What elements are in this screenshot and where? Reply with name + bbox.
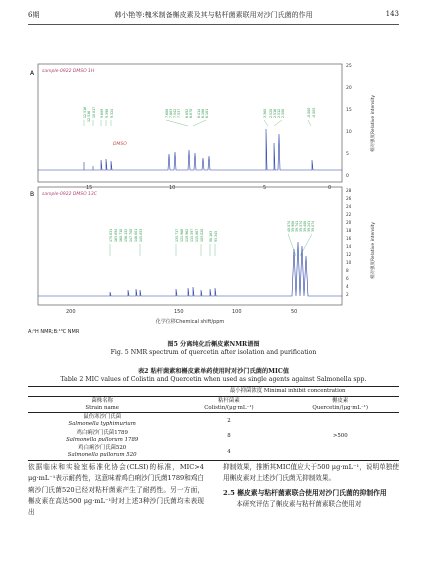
- panel-a-peak-label: 6.181: [205, 108, 209, 118]
- running-title: 韩小艳等:槐米制备槲皮素及其与粘杆菌素联用对沙门氏菌的作用: [114, 11, 313, 19]
- panel-b-peak-label: 115.067: [195, 228, 199, 242]
- panel-a-peak-label: 2.508: [281, 108, 285, 118]
- col-strain-en: Strain name: [85, 404, 119, 411]
- panel-b-peak-label: 146.801: [134, 228, 138, 242]
- panel-a-spectrum: [38, 129, 342, 170]
- col-colistin-cn: 粘杆菌素: [218, 397, 240, 404]
- issue-number: 6期: [28, 11, 40, 19]
- header-rule: [28, 24, 399, 25]
- svg-text:12: 12: [346, 252, 352, 257]
- table-span-header: 最小抑菌浓度 Minimal inhibit concentration: [229, 388, 346, 394]
- panel-a-peak-label: 6.892: [185, 108, 189, 118]
- running-header: [28, 10, 399, 24]
- svg-text:150: 150: [174, 309, 184, 315]
- panel-a-solvent-label: DMSO: [113, 142, 127, 147]
- panel-b-y-ticks: [346, 188, 352, 297]
- body-right-paragraph: 本研究评估了槲皮素与粘杆菌素联合使用对: [236, 500, 362, 509]
- panel-a-peak-label: 7.688: [165, 108, 169, 118]
- svg-text:200: 200: [66, 309, 76, 315]
- panel-a-peak-label: -0.005: [312, 107, 316, 118]
- svg-text:20: 20: [346, 86, 352, 91]
- panel-a-peak-label: 7.542: [173, 108, 177, 118]
- svg-text:10: 10: [346, 130, 352, 135]
- svg-text:50: 50: [291, 309, 298, 315]
- panel-a-peak-label: 9.398: [105, 108, 109, 118]
- panel-b-letter: B: [30, 191, 35, 198]
- panel-b-peak-label: 39.741: [295, 220, 299, 232]
- body-right-column: [223, 462, 399, 511]
- panel-a-peak-label: 3.360: [263, 108, 267, 118]
- figure-caption-cn: 图5 分离纯化后槲皮素NMR谱图: [167, 341, 260, 348]
- panel-a-peak-label: -0.000: [307, 107, 311, 118]
- body-left-column: 依据临床和实验室标准化协会(CLSI)的标准，MIC>4 μg·mL⁻¹表示耐药性，这意味着鸡白痢沙门氏菌1789和鸡白痢沙门氏菌520已经对粘杆菌素产生了耐药性。另一方面，槲皮素在高达500 μg·mL⁻¹时对上述3种沙门氏菌均未表现出: [28, 463, 205, 517]
- panel-b-peak-label: 39.408: [303, 220, 307, 232]
- svg-text:28: 28: [346, 188, 352, 193]
- col-quercetin-cn: 槲皮素: [332, 397, 349, 404]
- panel-a-letter: A: [30, 70, 35, 77]
- svg-text:20: 20: [346, 220, 352, 225]
- svg-text:5: 5: [263, 185, 267, 191]
- panel-b-peak-label: 147.700: [129, 228, 133, 242]
- panel-a-peak-label: 9.324: [110, 108, 114, 118]
- svg-text:6: 6: [346, 276, 349, 281]
- svg-text:0: 0: [346, 174, 349, 179]
- table-title-cn: 表2 粘杆菌素和槲皮素单药使用时对沙门氏菌的MIC值: [137, 368, 290, 375]
- panel-a-peak-label: 2.520: [269, 108, 273, 118]
- panel-b-peak-label: 135.717: [175, 228, 179, 242]
- panel-b-peak-label: 160.710: [119, 228, 123, 242]
- panel-b-peak-label: 39.574: [299, 220, 303, 232]
- panel-a-peak-labels-1: 12.516: [87, 110, 91, 122]
- panel-b-peak-label: 103.020: [200, 228, 204, 242]
- panel-a-peak-label: 2.516: [273, 108, 277, 118]
- panel-a-peak-label: 10.817: [92, 106, 96, 118]
- svg-text:15: 15: [86, 185, 93, 191]
- svg-text:26: 26: [346, 196, 352, 201]
- svg-text:16: 16: [346, 236, 352, 241]
- panel-b-x-label: 化学位移Chemical shift/ppm: [155, 319, 225, 325]
- panel-b-peak-label: 39.908: [291, 220, 295, 232]
- figure-caption-en: Fig. 5 NMR spectrum of quercetin after isolation and purification: [110, 349, 317, 356]
- col-quercetin-en: Quercetin/(μg·mL⁻¹): [312, 404, 369, 411]
- svg-text:8: 8: [346, 268, 349, 273]
- col-colistin-en: Colistin/(μg·mL⁻¹): [204, 404, 254, 411]
- panel-a-tag: sample-0922 DMSO 1H: [42, 69, 95, 74]
- col-strain-cn: 菌株名称: [91, 397, 113, 404]
- quercetin-value: >500: [332, 433, 348, 440]
- table-row: 鼠伤寒沙门氏菌 Salmonella typhimurium 2 >500: [28, 413, 399, 429]
- panel-b-peak-label: 121.966: [180, 228, 184, 242]
- figure-panel-note: A:¹H NMR;B:¹³C NMR: [28, 329, 80, 334]
- panel-a-peak-label: 6.414: [197, 108, 201, 118]
- panel-b-peak-label: 115.597: [190, 228, 194, 242]
- nmr-figure: [28, 34, 399, 334]
- svg-text:10: 10: [346, 260, 352, 265]
- svg-text:10: 10: [169, 185, 176, 191]
- panel-b-peak-label: 145.053: [139, 228, 143, 242]
- svg-text:25: 25: [346, 64, 352, 69]
- panel-b-peak-label: 119.962: [185, 228, 189, 242]
- panel-b-peak-label: 39.241: [307, 220, 311, 232]
- panel-a-y-label: 相对强度Relative intensity: [371, 94, 376, 152]
- panel-b-peak-label: 98.183: [209, 230, 213, 242]
- svg-text:4: 4: [346, 284, 349, 289]
- svg-text:24: 24: [346, 204, 352, 209]
- panel-b-peak-label: 175.831: [109, 228, 113, 242]
- panel-b-13c-nmr: [30, 187, 376, 325]
- svg-text:5: 5: [346, 152, 349, 157]
- svg-text:18: 18: [346, 228, 352, 233]
- panel-b-peak-label: 93.345: [214, 230, 218, 242]
- panel-a-1h-nmr: [30, 63, 376, 191]
- panel-b-y-label: 相对强度Relative intensity: [371, 221, 376, 279]
- table-row: 鸡白痢沙门氏菌520 Salmonella pullorum 520 4: [28, 444, 399, 460]
- panel-a-peak-label: 7.537: [177, 108, 181, 118]
- panel-a-peak-label: 7.683: [169, 108, 173, 118]
- panel-a-peak-label: 2.512: [277, 108, 281, 118]
- svg-text:0: 0: [328, 185, 332, 191]
- panel-b-peak-label: 163.894: [114, 228, 118, 242]
- svg-text:100: 100: [232, 309, 242, 315]
- mic-table: [28, 386, 399, 461]
- panel-a-peak-label: 9.609: [100, 108, 104, 118]
- table-title-en: Table 2 MIC values of Colistin and Quercetin when used as single agents against Salmonella spp.: [60, 376, 367, 383]
- panel-a-peak-label: 6.870: [189, 108, 193, 118]
- svg-text:15: 15: [346, 108, 352, 113]
- svg-text:22: 22: [346, 212, 352, 217]
- panel-a-peak-label: 6.186: [201, 108, 205, 118]
- panel-b-x-ticks: [66, 309, 297, 315]
- panel-a-peak-label: 12.516: [83, 106, 87, 118]
- panel-b-peak-label: 39.074: [311, 220, 315, 232]
- page-number: 143: [385, 10, 399, 18]
- panel-b-tag: sample-0922 DMSO 13C: [42, 192, 97, 197]
- table-row: 鸡白痢沙门氏菌1789 Salmonella pullorum 1789 8: [66, 429, 231, 443]
- panel-b-peak-label: 40.074: [287, 220, 291, 232]
- svg-text:14: 14: [346, 244, 352, 249]
- panel-a-x-ticks: [86, 185, 331, 191]
- panel-b-spectrum: [38, 242, 342, 296]
- body-right-text: 抑制效果，推断其MIC值应大于500 μg·mL⁻¹，说明单独使用槲皮素对上述沙门氏菌无抑制效果。: [223, 463, 399, 483]
- panel-a-y-ticks: [346, 63, 352, 179]
- section-heading: 2.5 槲皮素与粘杆菌素联合使用对沙门氏菌的抑制作用: [223, 488, 387, 497]
- svg-text:2: 2: [346, 292, 349, 297]
- panel-b-peak-label: 156.132: [124, 228, 128, 242]
